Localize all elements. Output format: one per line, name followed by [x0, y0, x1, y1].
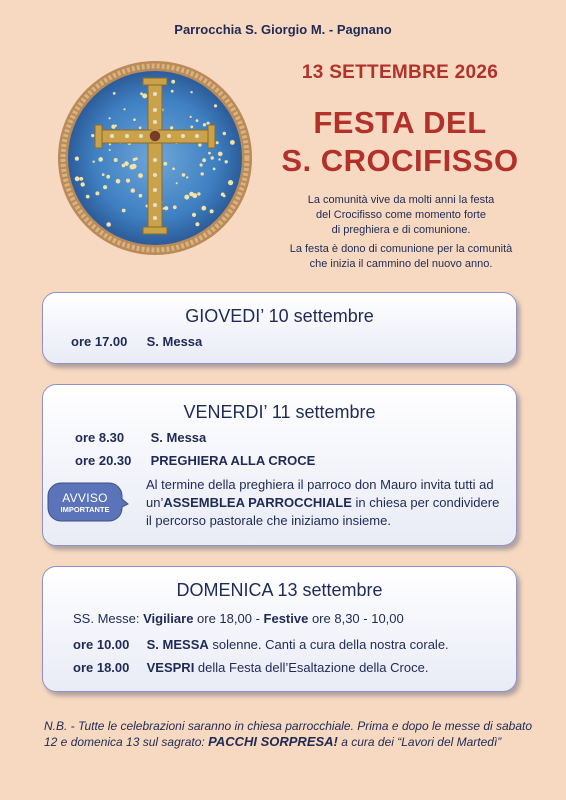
mosaic-star — [201, 206, 206, 211]
footer-note: N.B. - Tutte le celebrazioni saranno in chiesa parrocchiale. Prima e dopo le messe di sabato 12 e domenica 13 sul sagrato: PACCHI SORPRESA! a cura dei “Lavori del Martedì” — [44, 719, 533, 749]
mosaic-star — [106, 222, 111, 227]
mosaic-star — [195, 222, 199, 226]
mosaic-star — [213, 168, 216, 171]
mosaic-star — [93, 161, 95, 163]
badge-label: AVVISO — [62, 491, 108, 505]
day-heading: DOMENICA 13 settembre — [176, 580, 383, 600]
mosaic-star — [123, 108, 125, 110]
intro-text — [268, 193, 534, 272]
mosaic-star — [115, 125, 117, 127]
mosaic-star — [223, 132, 226, 135]
mosaic-star — [216, 141, 219, 144]
schedule-time: ore 8.30 — [75, 430, 125, 445]
schedule-time: ore 20.30 — [75, 453, 132, 468]
mosaic-star — [95, 191, 99, 195]
masses-row: SS. Messe: Vigiliare ore 18,00 - Festive ore 8,30 - 10,00 — [73, 611, 404, 626]
mosaic-star — [114, 158, 118, 162]
mosaic-star — [196, 119, 199, 122]
schedule-event: S. Messa — [150, 430, 207, 445]
mosaic-star — [122, 164, 126, 168]
schedule-row — [73, 660, 428, 675]
mosaic-star — [133, 118, 136, 121]
mosaic-star — [192, 213, 196, 217]
intro-line: di preghiera e di comunione. — [331, 224, 471, 236]
mosaic-star — [109, 149, 111, 151]
mosaic-star — [223, 195, 226, 198]
mosaic-star — [197, 192, 200, 195]
mosaic-star — [109, 117, 111, 119]
mosaic-star — [220, 153, 222, 155]
intro-line: La festa è dono di comunione per la comunità — [289, 243, 513, 255]
mosaic-star — [200, 163, 203, 166]
mosaic-star — [189, 192, 194, 197]
mosaic-star — [218, 158, 220, 160]
mosaic-star — [133, 158, 136, 161]
mosaic-star — [230, 140, 235, 145]
mosaic-star — [190, 116, 192, 118]
mosaic-star — [210, 209, 214, 213]
event-title — [270, 104, 530, 180]
mosaic-star — [208, 152, 211, 155]
important-notice-badge — [47, 482, 129, 522]
badge-sublabel: IMPORTANTE — [60, 505, 110, 514]
schedule-row — [71, 334, 202, 349]
mosaic-star — [126, 179, 130, 183]
schedule-event: S. Messa — [146, 334, 203, 349]
intro-line: che inizia il cammino del nuovo anno. — [309, 258, 493, 270]
mosaic-star — [214, 104, 217, 107]
mosaic-star — [170, 126, 173, 129]
event-date: 13 SETTEMBRE 2026 — [301, 62, 499, 83]
mosaic-star — [142, 93, 147, 98]
mosaic-star — [116, 179, 121, 184]
parish-name: Parrocchia S. Giorgio M. - Pagnano — [174, 22, 392, 37]
schedule-row — [73, 637, 449, 652]
mosaic-star — [211, 156, 214, 159]
schedule-time: ore 18.00 — [73, 660, 130, 675]
mosaic-star — [106, 175, 110, 179]
day-heading: GIOVEDI’ 10 settembre — [185, 306, 374, 326]
mosaic-star — [171, 90, 174, 93]
mosaic-star — [122, 209, 126, 213]
mosaic-star — [113, 92, 116, 95]
schedule-event: S. MESSA — [146, 637, 209, 652]
schedule-event: PREGHIERA ALLA CROCE — [150, 453, 316, 468]
mosaic-star — [171, 80, 175, 84]
mosaic-star — [182, 173, 186, 177]
mosaic-star — [163, 207, 165, 209]
mosaic-star — [139, 127, 142, 130]
mosaic-star — [75, 157, 79, 161]
mosaic-star — [203, 123, 206, 126]
cross-mosaic-image — [57, 60, 253, 256]
mosaic-star — [201, 172, 204, 175]
mosaic-star — [79, 177, 83, 181]
mosaic-star — [139, 194, 143, 198]
mosaic-star — [198, 143, 201, 146]
mosaic-star — [81, 182, 85, 186]
mosaic-star — [190, 126, 193, 129]
mosaic-star — [225, 160, 228, 163]
mosaic-star — [131, 188, 135, 192]
intro-line: del Crocifisso come momento forte — [316, 209, 486, 221]
intro-line: La comunità vive da molti anni la festa — [307, 194, 495, 206]
schedule-time: ore 10.00 — [73, 637, 130, 652]
mosaic-star — [207, 122, 210, 125]
mosaic-star — [98, 157, 103, 162]
mosaic-star — [202, 158, 206, 162]
schedule-card-sunday — [42, 566, 517, 692]
mosaic-star — [186, 176, 188, 178]
mosaic-star — [228, 180, 233, 185]
mosaic-star — [163, 162, 167, 166]
mosaic-star — [172, 167, 175, 170]
title-line-1: FESTA DEL — [313, 105, 487, 140]
mosaic-star — [102, 173, 105, 176]
title-line-2: S. CROCIFISSO — [281, 143, 519, 178]
mosaic-star — [176, 182, 178, 184]
mosaic-star — [131, 164, 136, 169]
mosaic-star — [138, 173, 143, 178]
assembly-notice: Al termine della preghiera il parroco don Mauro invita tutti ad un’ASSEMBLEA PARROCCHIALE in chiesa per condividere il percorso pastorale che iniziamo insieme. — [146, 477, 500, 528]
schedule-time: ore 17.00 — [71, 334, 128, 349]
schedule-detail: solenne. Canti a cura della nostra corale. — [208, 637, 449, 652]
schedule-row — [75, 453, 315, 468]
schedule-card-thursday — [42, 292, 517, 364]
schedule-detail: della Festa dell’Esaltazione della Croce. — [194, 660, 429, 675]
mosaic-star — [164, 206, 168, 210]
mosaic-star — [86, 195, 90, 199]
schedule-event: VESPRI — [146, 660, 195, 675]
mosaic-star — [184, 195, 189, 200]
mosaic-star — [173, 205, 177, 209]
mosaic-star — [103, 185, 107, 189]
mosaic-star — [91, 134, 94, 137]
schedule-row — [75, 430, 206, 445]
day-heading: VENERDI’ 11 settembre — [183, 402, 376, 422]
mosaic-star — [75, 176, 80, 181]
mosaic-star — [190, 91, 192, 93]
